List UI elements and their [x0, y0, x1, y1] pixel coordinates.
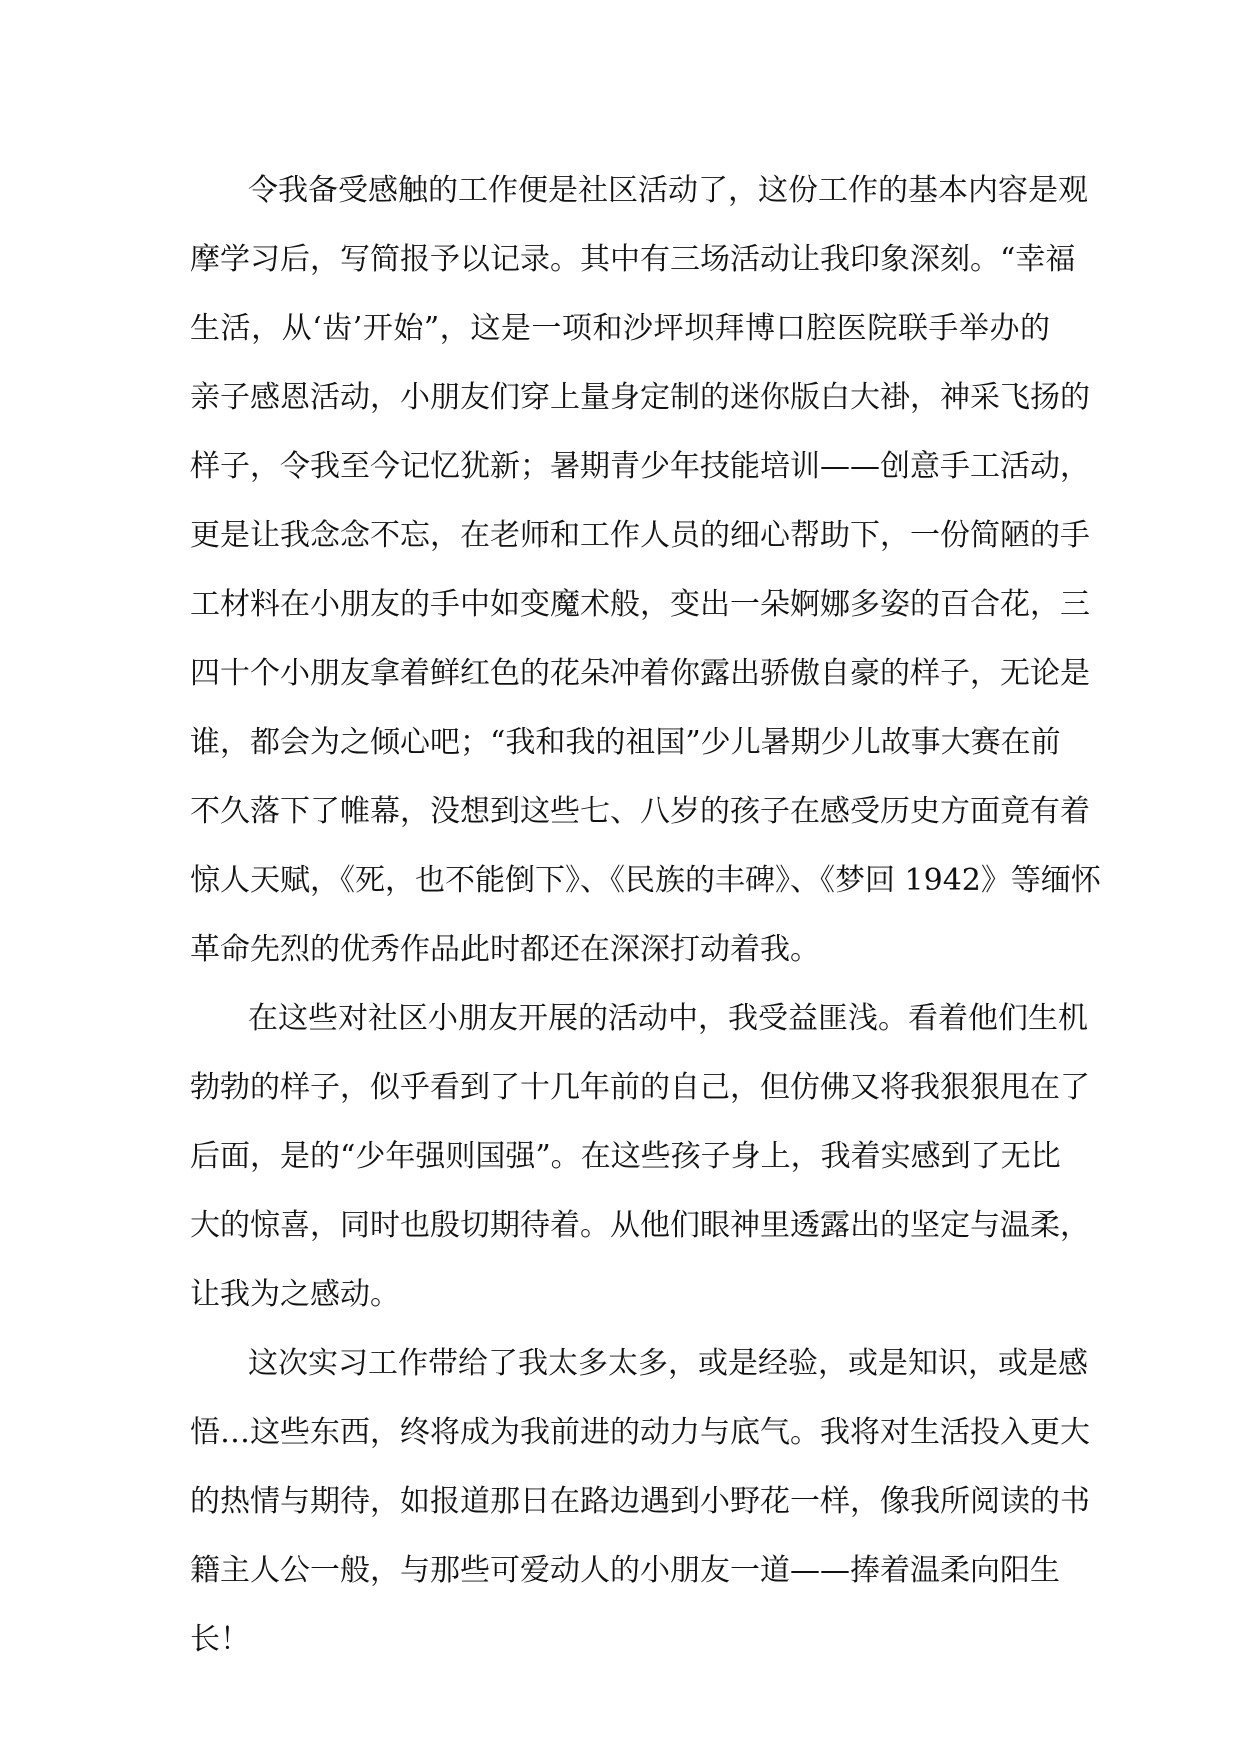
text-line: 亲子感恩活动，小朋友们穿上量身定制的迷你版白大褂，神采飞扬的 [190, 380, 1090, 415]
paragraph-3 [190, 1329, 1090, 1674]
text-line: 让我为之感动。 [190, 1277, 400, 1312]
text-line: 摩学习后，写简报予以记录。其中有三场活动让我印象深刻。“幸福 [190, 242, 1076, 277]
text-line: 籍主人公一般，与那些可爱动人的小朋友一道——捧着温柔向阳生 [190, 1553, 1060, 1588]
text-line: 生活，从‘齿’开始”，这是一项和沙坪坝拜博口腔医院联手举办的 [190, 311, 1050, 346]
text-line: 勃勃的样子，似乎看到了十几年前的自己，但仿佛又将我狠狠甩在了 [190, 1070, 1090, 1105]
paragraph-1 [190, 156, 1101, 984]
text-line: 样子，令我至今记忆犹新；暑期青少年技能培训——创意手工活动， [190, 449, 1090, 484]
text-line: 惊人天赋，《死，也不能倒下》、《民族的丰碑》、《梦回 1942》等缅怀 [190, 863, 1101, 898]
text-line: 令我备受感触的工作便是社区活动了，这份工作的基本内容是观 [248, 173, 1088, 208]
text-line: 四十个小朋友拿着鲜红色的花朵冲着你露出骄傲自豪的样子，无论是 [190, 656, 1090, 691]
text-line: 不久落下了帷幕，没想到这些七、八岁的孩子在感受历史方面竟有着 [190, 794, 1090, 829]
text-line: 在这些对社区小朋友开展的活动中，我受益匪浅。看着他们生机 [248, 1001, 1088, 1036]
text-line: 更是让我念念不忘，在老师和工作人员的细心帮助下，一份简陋的手 [190, 518, 1090, 553]
text-line: 大的惊喜，同时也殷切期待着。从他们眼神里透露出的坚定与温柔， [190, 1208, 1090, 1243]
paragraph-2 [190, 984, 1090, 1329]
text-line: 谁，都会为之倾心吧；“我和我的祖国”少儿暑期少儿故事大赛在前 [190, 725, 1061, 760]
text-line: 的热情与期待，如报道那日在路边遇到小野花一样，像我所阅读的书 [190, 1484, 1090, 1519]
text-line: 后面，是的“少年强则国强”。在这些孩子身上，我着实感到了无比 [190, 1139, 1061, 1174]
body-text [190, 156, 1101, 1674]
text-line: 长！ [190, 1622, 250, 1657]
text-line: 悟…这些东西，终将成为我前进的动力与底气。我将对生活投入更大 [190, 1415, 1090, 1450]
text-line: 这次实习工作带给了我太多太多，或是经验，或是知识，或是感 [248, 1346, 1088, 1381]
text-line: 工材料在小朋友的手中如变魔术般，变出一朵婀娜多姿的百合花，三 [190, 587, 1090, 622]
text-line: 革命先烈的优秀作品此时都还在深深打动着我。 [190, 932, 820, 967]
